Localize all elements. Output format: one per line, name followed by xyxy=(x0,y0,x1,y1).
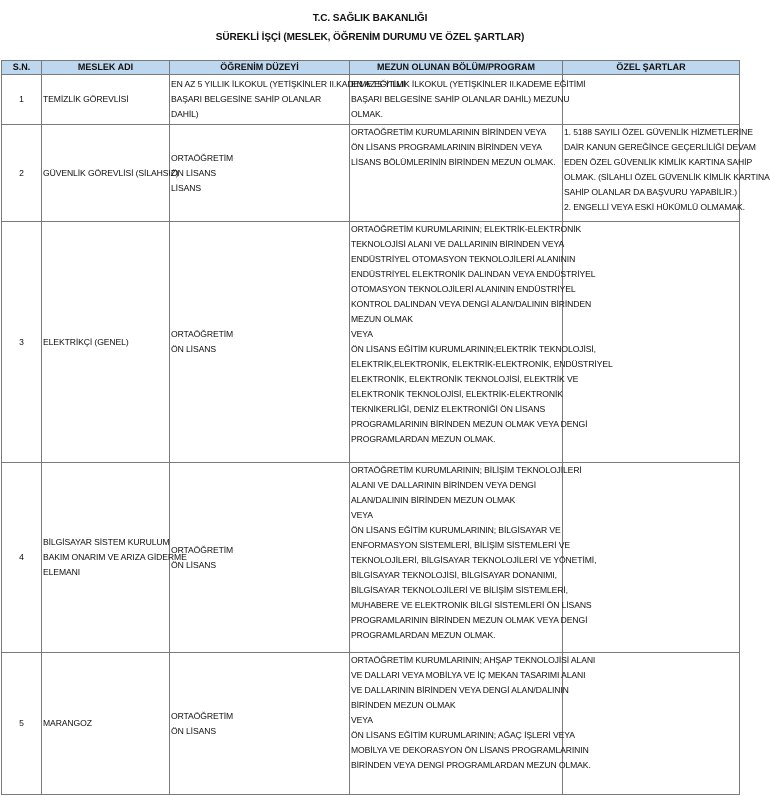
cell-line: PROGRAMLARDAN MEZUN OLMAK. xyxy=(351,434,496,444)
ministry-title: T.C. SAĞLIK BAKANLIĞI xyxy=(312,13,428,24)
cell-line: ORTAÖĞRETİM xyxy=(171,710,234,721)
cell-line: VE DALLARI VEYA MOBİLYA VE İÇ MEKAN TASARIMI ALANI xyxy=(351,670,586,680)
cell-line: 2. ENGELLİ VEYA ESKİ HÜKÜMLÜ OLMAMAK. xyxy=(564,202,745,212)
cell-line: PROGRAMLARININ BİRİNDEN MEZUN OLMAK VEYA DENGİ xyxy=(351,419,588,429)
mezun-cell xyxy=(350,222,613,463)
ogrenim-cell xyxy=(170,653,350,795)
column-header-meslek: MESLEK ADI xyxy=(42,61,170,75)
cell-line: ENDÜSTRİYEL OTOMASYON TEKNOLOJİLERİ ALANININ xyxy=(351,254,576,264)
cell-line: BAŞARI BELGESİNE SAHİP OLANLAR xyxy=(171,94,322,104)
cell-line: ORTAÖĞRETİM KURUMLARININ; AHŞAP TEKNOLOJİSİ ALANI xyxy=(351,655,596,665)
cell-line: SAHİP OLANLAR DA BAŞVURU YAPABİLİR.) xyxy=(564,187,737,197)
cell-line: LİSANS xyxy=(171,182,201,193)
cell-line: TEKNOLOJİSİ ALANI VE DALLARININ BİRİNDEN VEYA xyxy=(351,239,565,249)
ozel-cell xyxy=(563,75,740,125)
cell-line: VEYA xyxy=(351,329,373,339)
table-row xyxy=(2,75,740,125)
cell-line: TEKNOLOJİLERİ, BİLGİSAYAR TEKNOLOJİLERİ VE YÖNETİMİ, xyxy=(351,555,597,565)
cell-line: EN AZ 5 YILLIK İLKOKUL (YETİŞKİNLER II.KADEME EĞİTİMİ xyxy=(351,79,586,89)
column-header-ogrenim: ÖĞRENİM DÜZEYİ xyxy=(170,61,350,75)
table-row xyxy=(2,222,740,463)
table-row xyxy=(2,125,740,222)
cell-line: VEYA xyxy=(351,510,373,520)
sn-cell: 4 xyxy=(2,463,42,653)
cell-line: ÖN LİSANS xyxy=(171,559,216,570)
cell-line: ORTAÖĞRETİM KURUMLARININ; BİLİŞİM TEKNOLOJİLERİ xyxy=(351,465,582,475)
ogrenim-cell xyxy=(170,222,350,463)
cell-line: 1. 5188 SAYILI ÖZEL GÜVENLİK HİZMETLERİNE xyxy=(564,127,753,137)
cell-line: ÖN LİSANS PROGRAMLARININ BİRİNDEN VEYA xyxy=(351,142,542,152)
cell-line: VEYA xyxy=(351,715,373,725)
meslek-cell xyxy=(42,653,170,795)
column-header-sn: S.N. xyxy=(2,61,42,75)
cell-line: ÖN LİSANS EĞİTİM KURUMLARININ; AĞAÇ İŞLERİ VEYA xyxy=(351,730,575,740)
cell-line: PROGRAMLARDAN MEZUN OLMAK. xyxy=(351,630,496,640)
cell-line: MEZUN OLMAK xyxy=(351,314,413,324)
cell-line: ORTAÖĞRETİM KURUMLARININ BİRİNDEN VEYA xyxy=(351,127,547,137)
meslek-cell xyxy=(42,463,187,653)
ozel-cell xyxy=(563,125,770,222)
requirements-table-wrapper xyxy=(1,60,770,795)
table-row xyxy=(2,463,740,653)
cell-line: DAİR KANUN GEREĞİNCE GEÇERLİLİĞİ DEVAM xyxy=(564,142,756,152)
cell-line: KONTROL DALINDAN VEYA DENGİ ALAN/DALININ BİRİNDEN xyxy=(351,299,592,309)
cell-line: ELEMANI xyxy=(43,567,81,577)
mezun-cell xyxy=(350,125,563,222)
column-header-ozel: ÖZEL ŞARTLAR xyxy=(563,61,740,75)
table-row xyxy=(2,653,740,795)
cell-line: ENDÜSTRİYEL ELEKTRONİK DALINDAN VEYA ENDÜSTRİYEL xyxy=(351,269,596,279)
cell-line: ELEKTRONİK TEKNOLOJİSİ, ELEKTRİK-ELEKTRONİK xyxy=(351,389,563,399)
cell-line: TEMİZLİK GÖREVLİSİ xyxy=(43,94,129,104)
cell-line: ORTAÖĞRETİM xyxy=(171,152,234,163)
cell-line: EDEN ÖZEL GÜVENLİK KİMLİK KARTINA SAHİP xyxy=(564,157,753,167)
cell-line: BİRİNDEN VEYA DENGİ PROGRAMLARDAN MEZUN OLMAK. xyxy=(351,760,591,770)
sn-cell: 3 xyxy=(2,222,42,463)
cell-line: VE DALLARININ BİRİNDEN VEYA DENGİ ALAN/DALININ xyxy=(351,685,569,695)
sn-cell: 5 xyxy=(2,653,42,795)
cell-line: ÖN LİSANS xyxy=(171,167,216,178)
cell-line: ÖN LİSANS EĞİTİM KURUMLARININ; BİLGİSAYAR VE xyxy=(351,525,561,535)
cell-line: BAŞARI BELGESİNE SAHİP OLANLAR DAHİL) MEZUNU xyxy=(351,94,570,104)
mezun-cell xyxy=(350,75,586,125)
header-row xyxy=(2,61,740,75)
cell-line: OTOMASYON TEKNOLOJİLERİ ALANININ ENDÜSTRİYEL xyxy=(351,284,576,294)
cell-line: MARANGOZ xyxy=(43,718,92,728)
cell-line: MOBİLYA VE DEKORASYON ÖN LİSANS PROGRAMLARININ xyxy=(351,745,589,755)
ozel-cell xyxy=(563,222,740,463)
cell-line: BİLGİSAYAR TEKNOLOJİLERİ VE BİLİŞİM SİSTEMLERİ, xyxy=(351,585,568,595)
cell-line: GÜVENLİK GÖREVLİSİ (SİLAHSIZ) xyxy=(43,167,179,178)
mezun-cell xyxy=(350,653,596,795)
meslek-cell xyxy=(42,75,170,125)
cell-line: LİSANS BÖLÜMLERİNİN BİRİNDEN MEZUN OLMAK. xyxy=(351,157,556,167)
sn-cell: 2 xyxy=(2,125,42,222)
ogrenim-cell xyxy=(170,463,350,653)
cell-line: ALANI VE DALLARININ BİRİNDEN VEYA DENGİ xyxy=(351,480,537,490)
cell-line: BİLGİSAYAR SİSTEM KURULUM xyxy=(43,537,170,547)
cell-line: BAKIM ONARIM VE ARIZA GİDERME xyxy=(43,552,187,562)
cell-line: ALAN/DALININ BİRİNDEN MEZUN OLMAK xyxy=(351,495,516,505)
cell-line: ELEKTRONİK, ELEKTRONİK TEKNOLOJİSİ, ELEKTRİK VE xyxy=(351,374,579,384)
mezun-cell xyxy=(350,463,597,653)
cell-line: ÖN LİSANS EĞİTİM KURUMLARININ;ELEKTRİK TEKNOLOJİSİ, xyxy=(351,344,596,354)
cell-line: TEKNİKERLİĞİ, DENİZ ELEKTRONİĞİ ÖN LİSANS xyxy=(351,404,546,414)
meslek-cell xyxy=(42,222,170,463)
cell-line: OLMAK. (SİLAHLI ÖZEL GÜVENLİK KİMLİK KARTINA xyxy=(564,172,770,182)
cell-line: ÖN LİSANS xyxy=(171,344,216,354)
cell-line: PROGRAMLARININ BİRİNDEN MEZUN OLMAK VEYA DENGİ xyxy=(351,615,588,625)
cell-line: ÖN LİSANS xyxy=(171,725,216,736)
cell-line: ELEKTRİK,ELEKTRONİK, ELEKTRİK-ELEKTRONİK, ENDÜSTRİYEL xyxy=(351,359,613,369)
cell-line: MUHABERE VE ELEKTRONİK BİLGİ SİSTEMLERİ ÖN LİSANS xyxy=(351,600,592,610)
cell-line: BİRİNDEN MEZUN OLMAK xyxy=(351,700,456,710)
cell-line: EN AZ 5 YILLIK İLKOKUL (YETİŞKİNLER II.KADEME EĞİTİMİ xyxy=(171,79,406,89)
requirements-table xyxy=(1,60,770,795)
cell-line: ORTAÖĞRETİM KURUMLARININ; ELEKTRİK-ELEKTRONİK xyxy=(351,224,582,234)
cell-line: ORTAÖĞRETİM xyxy=(171,544,234,555)
sn-cell: 1 xyxy=(2,75,42,125)
cell-line: ELEKTRİKÇİ (GENEL) xyxy=(43,336,129,347)
column-header-mezun: MEZUN OLUNAN BÖLÜM/PROGRAM xyxy=(350,61,563,75)
cell-line: ORTAÖĞRETİM xyxy=(171,329,234,339)
cell-line: DAHİL) xyxy=(171,109,199,119)
meslek-cell xyxy=(42,125,179,222)
cell-line: ENFORMASYON SİSTEMLERİ, BİLİŞİM SİSTEMLERİ VE xyxy=(351,540,570,550)
document-subtitle: SÜREKLİ İŞÇİ (MESLEK, ÖĞRENİM DURUMU VE ÖZEL ŞARTLAR) xyxy=(215,32,525,43)
ozel-cell xyxy=(563,653,740,795)
cell-line: BİLGİSAYAR TEKNOLOJİSİ, BİLGİSAYAR DONANIMI, xyxy=(351,570,557,580)
ogrenim-cell xyxy=(170,125,350,222)
cell-line: OLMAK. xyxy=(351,109,383,119)
